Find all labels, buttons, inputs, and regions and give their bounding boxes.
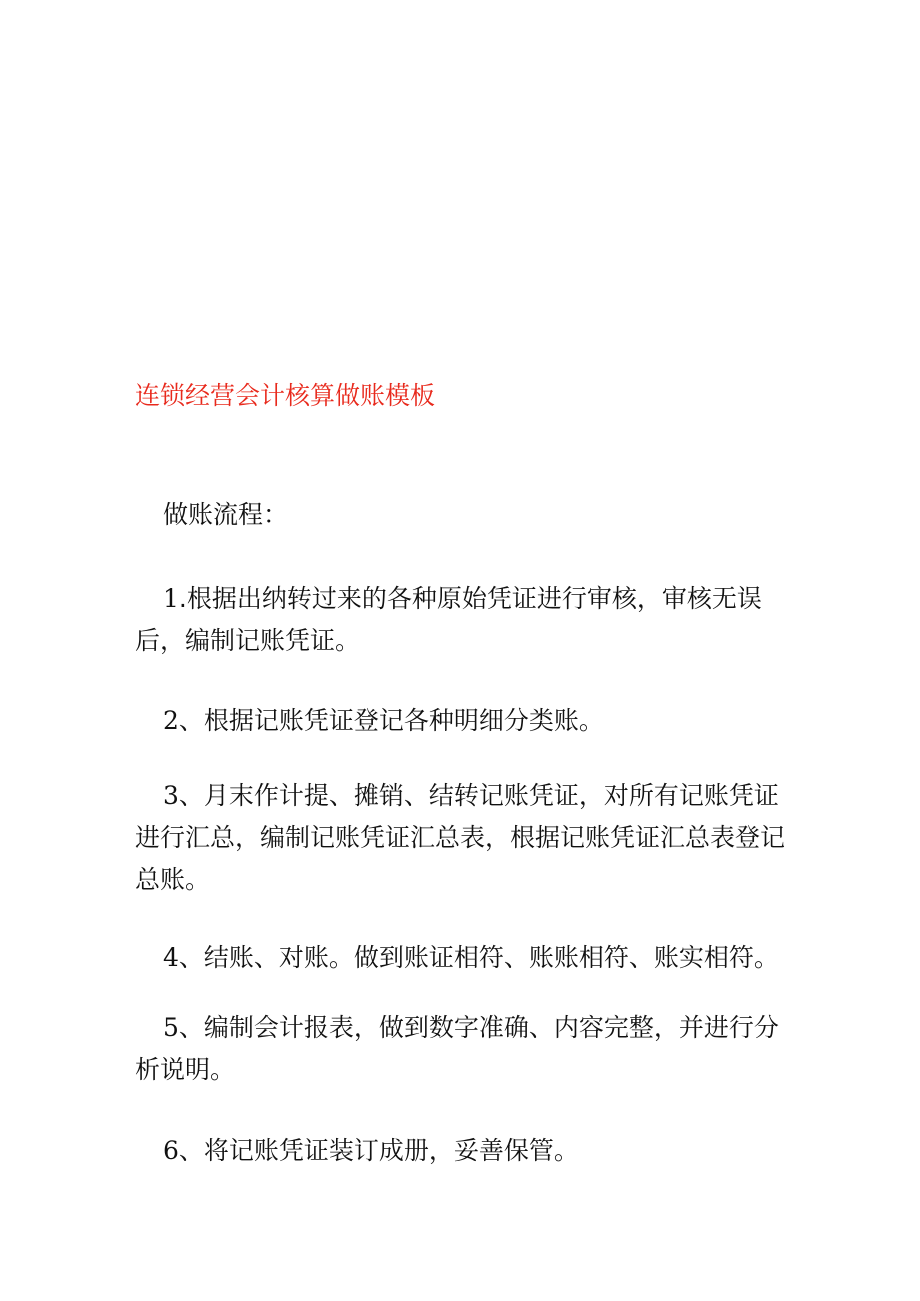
step-number: 4 — [163, 943, 179, 972]
step-number: 1 — [163, 584, 179, 613]
step-text: 、将记账凭证装订成册，妥善保管。 — [178, 1136, 579, 1165]
step-text: .根据出纳转过来的各种原始凭证进行审核，审核无误后，编制记账凭证。 — [135, 584, 762, 655]
step-5 — [135, 1007, 790, 1091]
step-number: 3 — [163, 781, 179, 810]
section-heading: 做账流程： — [163, 500, 289, 529]
document-title: 连锁经营会计核算做账模板 — [135, 381, 436, 410]
step-text: 、结账、对账。做到账证相符、账账相符、账实相符。 — [178, 943, 779, 972]
step-number: 6 — [163, 1136, 179, 1165]
step-number: 2 — [163, 706, 179, 735]
step-text: 、编制会计报表，做到数字准确、内容完整，并进行分析说明。 — [135, 1013, 779, 1084]
step-2 — [135, 700, 790, 742]
step-3 — [135, 775, 790, 901]
step-6 — [135, 1130, 790, 1172]
step-4 — [135, 937, 790, 979]
step-number: 5 — [163, 1013, 179, 1042]
step-1 — [135, 578, 790, 662]
step-text: 、根据记账凭证登记各种明细分类账。 — [178, 706, 604, 735]
step-text: 、月末作计提、摊销、结转记账凭证，对所有记账凭证进行汇总，编制记账凭证汇总表，根据记账凭证汇总表登记总账。 — [135, 781, 786, 894]
